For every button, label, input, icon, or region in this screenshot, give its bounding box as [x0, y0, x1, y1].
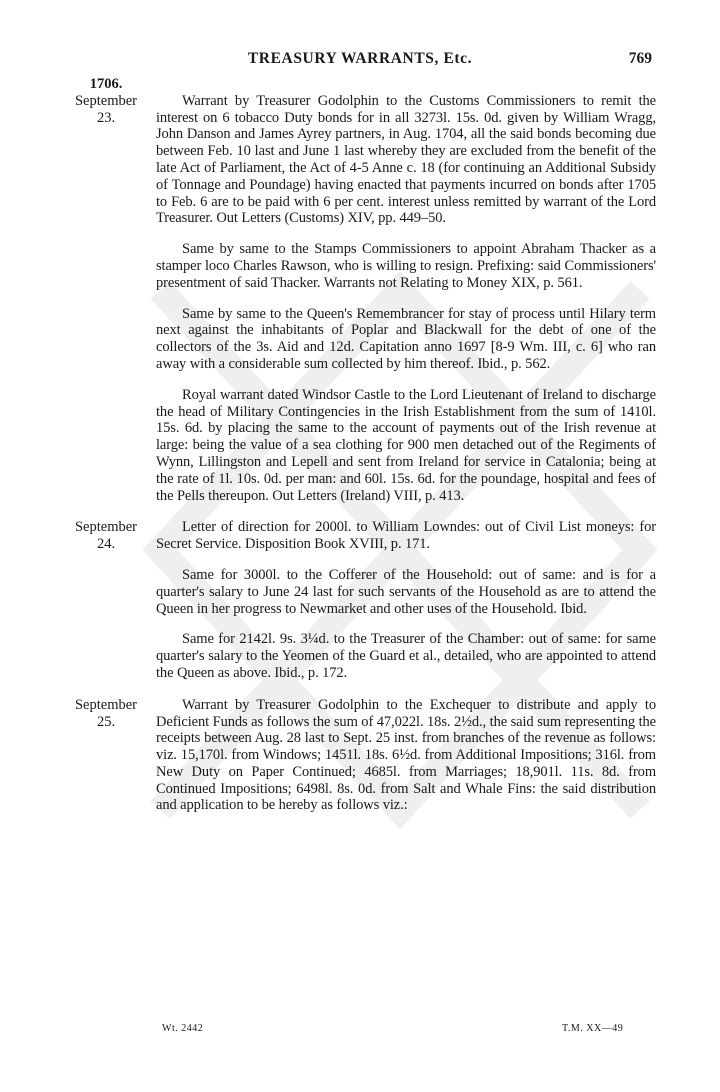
- printer-mark: Wt. 2442: [162, 1023, 204, 1034]
- entry-paragraphs: [156, 93, 656, 505]
- paragraph: Same by same to the Queen's Remembrancer for stay of process until Hilary term next against the inhabitants of Poplar and Blackwall for the debt of one of the collectors of the 3s. Aid and 12d. Capitation anno 1697 [8-9 Wm. III, c. 6] who ran away with a considerable sum collected by him thereof. Ibid., p. 562.: [156, 305, 656, 372]
- document-body: [56, 76, 656, 814]
- entry-september-25: [56, 697, 656, 815]
- paragraph: Same by same to the Stamps Commissioners to appoint Abraham Thacker as a stamper loco Charles Rawson, who is willing to resign. Prefixing: said Commissioners' presentment of said Thacker. Warrants not Relating to Money XIX, p. 561.: [156, 241, 656, 291]
- entry-date: [56, 519, 156, 681]
- paragraph: Same for 3000l. to the Cofferer of the Household: out of same: and is for a quarter's salary to June 24 last for such servants of the Household as are to attend the Queen in her progress to Newmarket and other uses of the Household. Ibid.: [156, 566, 656, 617]
- date-day: 23.: [96, 109, 116, 126]
- running-title: TREASURY WARRANTS, Etc.: [247, 50, 473, 67]
- entry-date: [56, 76, 156, 504]
- date-month: September: [74, 696, 137, 713]
- date-day: 25.: [96, 713, 116, 730]
- paragraph: Royal warrant dated Windsor Castle to the Lord Lieutenant of Ireland to discharge the head of Military Contingencies in the Irish Establishment from the sum of 1410l. 15s. 6d. by placing the same to the account of payments out of the Irish revenue at large: being the value of a sea clothing for 900 men detached out of the Regiments of Wynn, Lillingston and Lepell and sent from Ireland for service in Catalonia; being at the rate of 1l. 10s. 0d. per man: and 60l. 15s. 6d. for the poundage, hospital and fees of the Pells thereupon. Out Letters (Ireland) VIII, p. 413.: [156, 386, 656, 504]
- date-day: 24.: [96, 536, 116, 553]
- signature-mark: T.M. XX—49: [562, 1023, 624, 1034]
- paragraph: Same for 2142l. 9s. 3¼d. to the Treasurer of the Chamber: out of same: for same quarter's salary to the Yeomen of the Guard et al., detailed, who are appointed to attend the Queen as above. Ibid., p. 172.: [156, 631, 656, 681]
- date-month: September: [74, 92, 137, 109]
- entry-paragraphs: [156, 697, 656, 815]
- entry-paragraphs: [156, 519, 656, 681]
- entry-date: [56, 697, 156, 815]
- entry-september-23: [56, 76, 656, 504]
- paragraph: Warrant by Treasurer Godolphin to the Customs Commissioners to remit the interest on 6 tobacco Duty bonds for in all 3273l. 15s. 0d. given by William Wragg, John Danson and James Ayrey partners, in Aug. 1704, all the said bonds becoming due between Feb. 10 last and June 1 last whereby they are excluded from the benefit of the late Act of Parliament, the Act of 4-5 Anne c. 18 (for continuing an Additional Subsidy of Tonnage and Poundage) having enacted that payments incurred on bonds after 1705 to Feb. 6 are to be paid with 6 per cent. interest unless remitted by warrant of the Lord Treasurer. Out Letters (Customs) XIV, pp. 449–50.: [156, 92, 656, 227]
- page-footer: [0, 1023, 720, 1037]
- paragraph: Warrant by Treasurer Godolphin to the Exchequer to distribute and apply to Deficient Funds as follows the sum of 47,022l. 18s. 2½d., the said sum representing the receipts between Aug. 28 last to Sept. 25 inst. from branches of the revenue as follows: viz. 15,170l. from Windows; 1451l. 18s. 6½d. from Additional Impositions; 316l. from New Duty on Paper Continued; 4685l. from Marriages; 18,901l. 11s. 8d. from Continued Impositions; 6498l. 8s. 0d. from Salt and Whale Fins: the said distribution and application to be hereby as follows viz.:: [156, 696, 656, 814]
- page-header: [0, 50, 720, 70]
- page-number: 769: [628, 50, 652, 67]
- entry-september-24: [56, 519, 656, 681]
- date-month: September: [74, 519, 137, 536]
- paragraph: Letter of direction for 2000l. to William Lowndes: out of Civil List moneys: for Secret Service. Disposition Book XVIII, p. 171.: [156, 519, 656, 553]
- year-label: 1706.: [89, 76, 123, 92]
